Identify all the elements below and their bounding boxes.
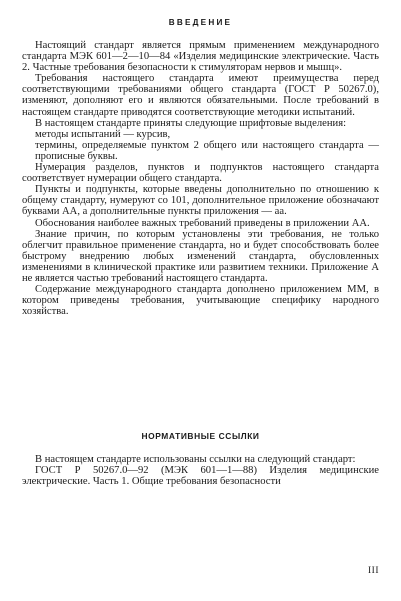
paragraph: ГОСТ Р 50267.0—92 (МЭК 601—1—88) Изделия медицинские электрические. Часть 1. Общие требования безопасности <box>22 465 379 488</box>
paragraph: Содержание международного стандарта дополнено приложением ММ, в котором приведены требования, учитывающие специфику народного хозяйства. <box>22 284 379 318</box>
introduction-body <box>22 40 379 317</box>
page-number: III <box>368 566 379 576</box>
paragraph: методы испытаний — курсив, <box>35 128 171 140</box>
paragraph: Требования настоящего стандарта имеют преимущества перед соответствующими требованиями общего стандарта (ГОСТ Р 50267.0), изменяют, дополняют его и являются обязательными. После требований в настоящем стандарте приводятся соответствующие методики испытаний. <box>22 73 379 118</box>
paragraph: Обоснования наиболее важных требований приведены в приложении АА. <box>35 217 370 229</box>
paragraph: Знание причин, по которым установлены эти требования, не только облегчит правильное применение стандарта, но и будет способствовать более быстрому внедрению любых изменений стандарта, обусловленных изменениями в клинической практике или развитием техники. Приложение А не является частью требований настоящего стандарта. <box>22 228 379 284</box>
paragraph: Нумерация разделов, пунктов и подпунктов настоящего стандарта соответствует нумерации общего стандарта. <box>22 162 379 185</box>
paragraph: Пункты и подпункты, которые введены дополнительно по отношению к общему стандарту, нумеруют со 101, дополнительное приложение обозначают буквами АА, а дополнительные пункты приложения — аа. <box>22 184 379 218</box>
paragraph: В настоящем стандарте приняты следующие шрифтовые выделения: <box>35 117 347 129</box>
section-heading-introduction: ВВЕДЕНИЕ <box>168 18 233 27</box>
paragraph: Настоящий стандарт является прямым применением международного стандарта МЭК 601—2—10—84 «Изделия медицинские электрические. Часть 2. Частные требования безопасности к стимуляторам нервов и мышц». <box>22 40 379 74</box>
section-heading-normative-references: НОРМАТИВНЫЕ ССЫЛКИ <box>141 431 260 441</box>
paragraph: термины, определяемые пунктом 2 общего или настоящего стандарта — прописные буквы. <box>35 139 379 162</box>
paragraph: В настоящем стандарте использованы ссылки на следующий стандарт: <box>35 454 356 465</box>
normative-references-body <box>22 454 379 487</box>
